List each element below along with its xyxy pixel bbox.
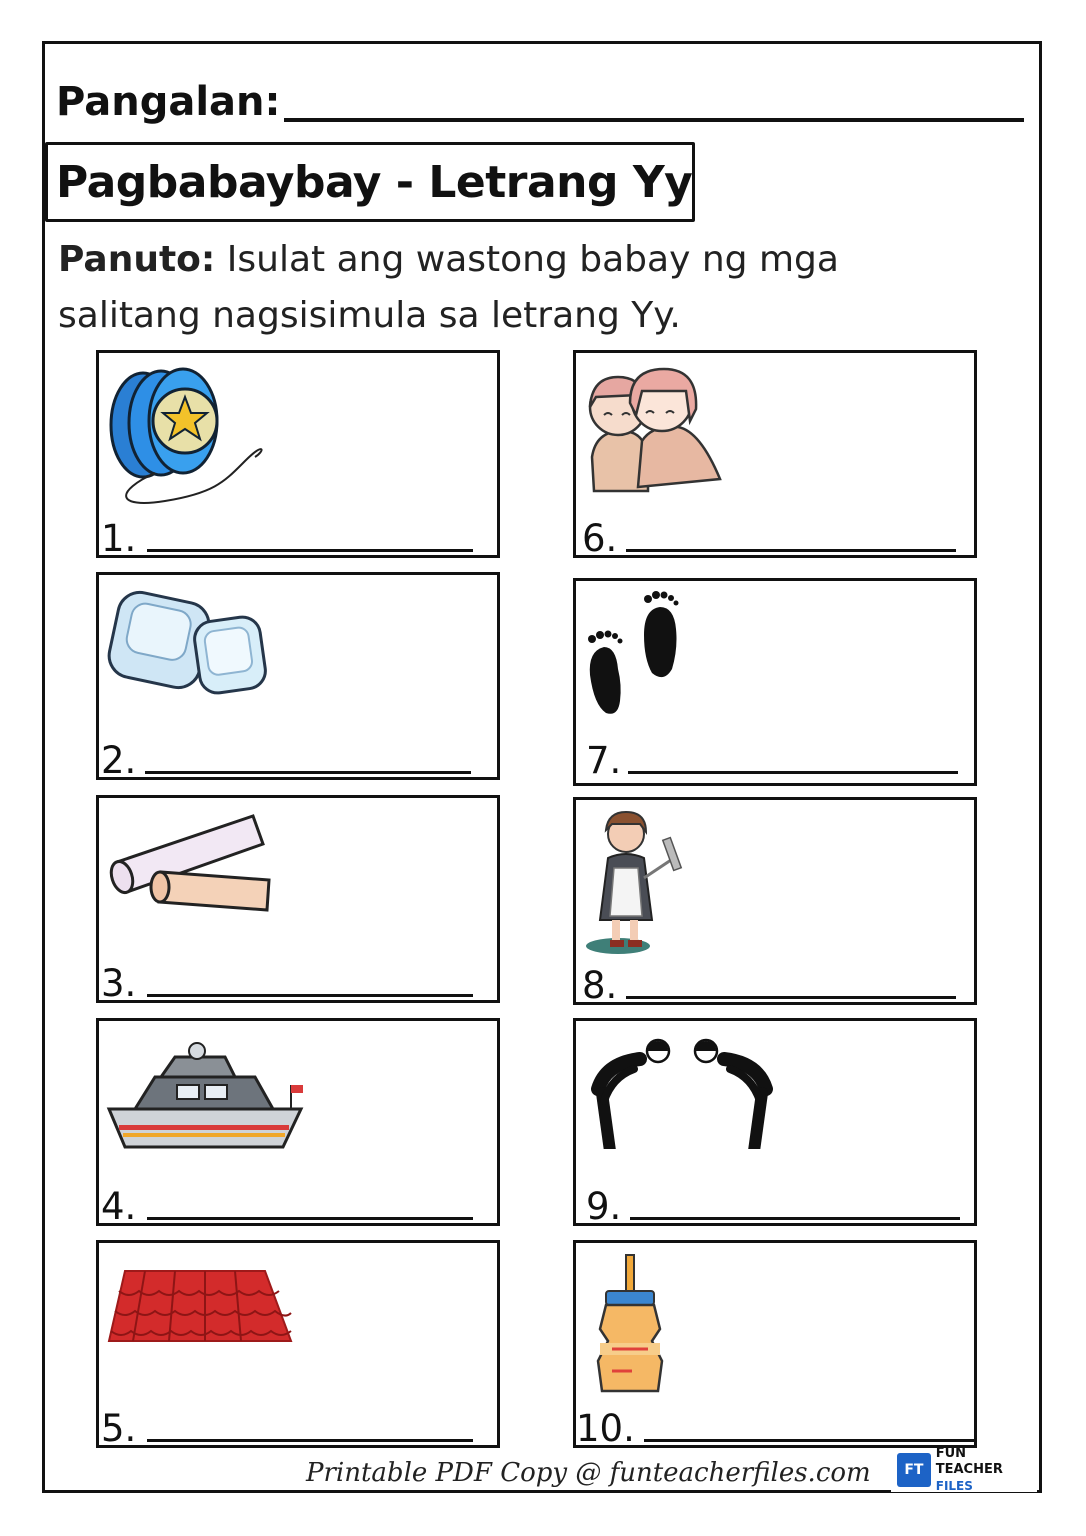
item-card-7 <box>573 578 977 786</box>
yoyo-icon <box>105 361 265 511</box>
instructions-line1: Isulat ang wastong babay ng mga <box>226 239 839 280</box>
item-card-2 <box>96 572 500 780</box>
item-number: 8. <box>582 964 618 1007</box>
answer-line[interactable] <box>145 771 471 774</box>
name-label: Pangalan: <box>56 79 281 125</box>
worksheet-title: Pagbabaybay - Letrang Yy <box>56 156 693 208</box>
item-card-6 <box>573 350 977 558</box>
chalk-icon <box>105 806 285 916</box>
footer-text: Printable PDF Copy @ funteacherfiles.com <box>306 1458 871 1488</box>
ice-cubes-icon <box>105 583 275 703</box>
instructions-label: Panuto: <box>58 239 216 280</box>
item-card-8 <box>573 797 977 1005</box>
item-number: 1. <box>101 517 137 560</box>
roof-tiles-icon <box>105 1251 295 1351</box>
logo-mark: FT <box>897 1453 931 1487</box>
answer-line[interactable] <box>630 1217 960 1220</box>
item-card-4 <box>96 1018 500 1226</box>
answer-line[interactable] <box>626 549 956 552</box>
logo-line2: FILES <box>935 1479 973 1493</box>
item-card-10 <box>573 1240 977 1448</box>
footprints-icon <box>582 589 702 719</box>
answer-line[interactable] <box>147 549 473 552</box>
answer-line[interactable] <box>147 994 473 997</box>
item-number: 5. <box>101 1407 137 1450</box>
answer-line[interactable] <box>147 1439 473 1442</box>
answer-line[interactable] <box>147 1217 473 1220</box>
yogurt-drink-icon <box>582 1251 672 1401</box>
item-number: 9. <box>586 1185 622 1228</box>
brand-logo <box>891 1448 1037 1492</box>
item-number: 7. <box>586 739 622 782</box>
item-card-9 <box>573 1018 977 1226</box>
item-number: 6. <box>582 517 618 560</box>
item-card-5 <box>96 1240 500 1448</box>
item-number: 4. <box>101 1185 137 1228</box>
maid-icon <box>582 808 692 958</box>
hug-icon <box>582 361 732 501</box>
answer-line[interactable] <box>644 1439 974 1442</box>
yacht-icon <box>105 1029 305 1159</box>
instructions-line2: salitang nagsisimula sa letrang Yy. <box>58 295 681 336</box>
item-card-3 <box>96 795 500 1003</box>
item-number: 2. <box>101 739 137 782</box>
instructions <box>58 232 958 344</box>
answer-line[interactable] <box>628 771 958 774</box>
title-box <box>45 142 695 222</box>
name-line[interactable] <box>284 118 1024 122</box>
item-number: 3. <box>101 962 137 1005</box>
item-number: 10. <box>576 1407 635 1450</box>
bowing-icon <box>582 1029 782 1149</box>
item-card-1 <box>96 350 500 558</box>
name-row <box>56 78 281 126</box>
answer-line[interactable] <box>626 996 956 999</box>
logo-text <box>936 1446 1037 1494</box>
logo-line1: FUN TEACHER <box>935 1446 1003 1477</box>
